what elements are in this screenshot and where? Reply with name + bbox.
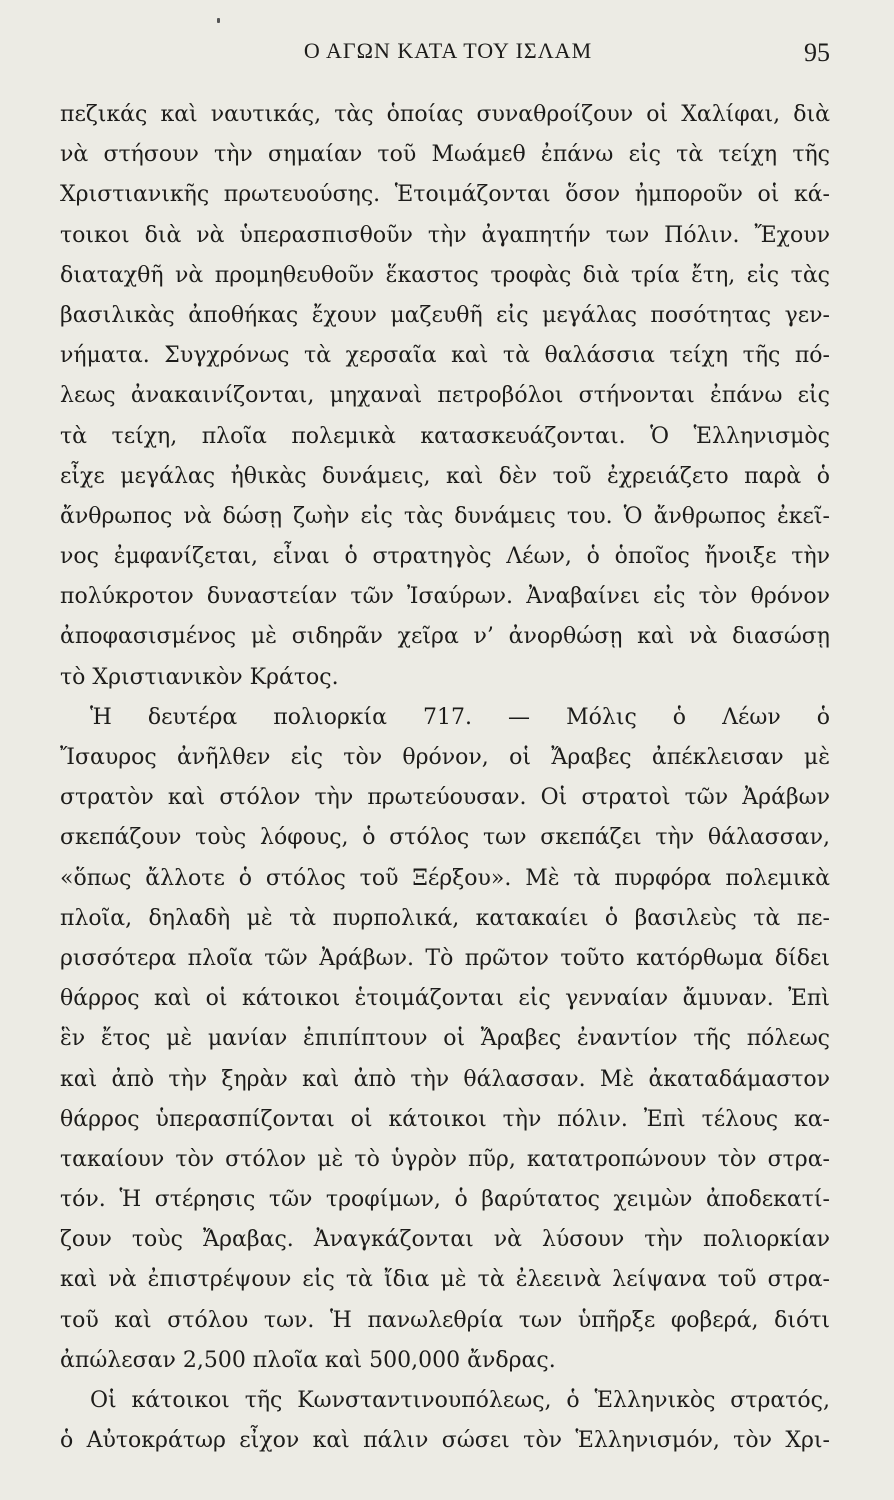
text-line: Ἴσαυρος ἀνῆλθεν εἰς τὸν θρόνον, οἱ Ἄραβες ἀπέκλεισαν μὲ [60, 745, 830, 770]
text-line: ἀποφασισμένος μὲ σιδηρᾶν χεῖρα ν’ ἀνορθώσῃ καὶ νὰ διασώσῃ [60, 624, 830, 650]
text-line: τακαίουν τὸν στόλον μὲ τὸ ὑγρὸν πῦρ, κατατροπώνουν τὸν στρα- [60, 1146, 830, 1172]
text-line: ρισσότερα πλοῖα τῶν Ἀράβων. Τὸ πρῶτον τοῦτο κατόρθωμα δίδει [60, 945, 830, 971]
text-line: Χριστιανικῆς πρωτευούσης. Ἑτοιμάζονται ὅσον ἠμποροῦν οἱ κά- [60, 182, 830, 208]
text-line: νὰ στήσουν τὴν σημαίαν τοῦ Μωάμεθ ἐπάνω εἰς τὰ τείχη τῆς [60, 142, 830, 168]
paragraph-end-line: τὸ Χριστιανικὸν Κράτος. [60, 664, 339, 690]
text-line: λεως ἀνακαινίζονται, μηχαναὶ πετροβόλοι στήνονται ἐπάνω εἰς [60, 383, 830, 409]
text-line: ζουν τοὺς Ἄραβας. Ἀναγκάζονται νὰ λύσουν τὴν πολιορκίαν [60, 1227, 830, 1253]
text-line: τοῦ καὶ στόλου των. Ἡ πανωλεθρία των ὑπῆρξε φοβερά, διότι [60, 1307, 830, 1333]
text-line: στρατὸν καὶ στόλον τὴν πρωτεύουσαν. Οἱ στρατοὶ τῶν Ἀράβων [60, 785, 830, 811]
section-heading-line: Ἡ δευτέρα πολιορκία 717. — Μόλις ὁ Λέων ὁ [90, 704, 830, 730]
text-line: ἄνθρωπος νὰ δώσῃ ζωὴν εἰς τὰς δυνάμεις του. Ὁ ἄνθρωπος ἐκεῖ- [60, 503, 830, 529]
page-number: 95 [804, 38, 830, 67]
text-line: θάρρος ὑπερασπίζονται οἱ κάτοικοι τὴν πόλιν. Ἐπὶ τέλους κα- [60, 1106, 830, 1132]
text-line: νος ἐμφανίζεται, εἶναι ὁ στρατηγὸς Λέων, ὁ ὁποῖος ἤνοιξε τὴν [60, 544, 830, 570]
text-line: διαταχθῆ νὰ προμηθευθοῦν ἕκαστος τροφὰς διὰ τρία ἔτη, εἰς τὰς [60, 262, 830, 288]
page-header [66, 38, 830, 74]
text-line: πλοῖα, δηλαδὴ μὲ τὰ πυρπολικά, κατακαίει ὁ βασιλεὺς τὰ πε- [60, 905, 830, 931]
text-line: ὁ Αὐτοκράτωρ εἶχον καὶ πάλιν σώσει τὸν Ἑλληνισμόν, τὸν Χρι- [60, 1428, 830, 1454]
text-line: πολύκροτον δυναστείαν τῶν Ἰσαύρων. Ἀναβαίνει εἰς τὸν θρόνον [60, 584, 830, 610]
text-line: εἶχε μεγάλας ἠθικὰς δυνάμεις, καὶ δὲν τοῦ ἐχρειάζετο παρὰ ὁ [60, 463, 830, 489]
text-line: βασιλικὰς ἀποθήκας ἔχουν μαζευθῆ εἰς μεγάλας ποσότητας γεν- [60, 302, 830, 328]
text-line: ἓν ἔτος μὲ μανίαν ἐπιπίπτουν οἱ Ἄραβες ἐναντίον τῆς πόλεως [60, 1026, 830, 1052]
text-line: πεζικάς καὶ ναυτικάς, τὰς ὁποίας συναθροίζουν οἱ Χαλίφαι, διὰ [60, 102, 830, 127]
text-line: τόν. Ἡ στέρησις τῶν τροφίμων, ὁ βαρύτατος χειμὼν ἀποδεκατί- [60, 1187, 830, 1213]
text-line: τὰ τείχη, πλοῖα πολεμικὰ κατασκευάζονται. Ὁ Ἑλληνισμὸς [60, 423, 830, 449]
paragraph-start-line: Οἱ κάτοικοι τῆς Κωνσταντινουπόλεως, ὁ Ἑλληνικὸς στρατός, [90, 1388, 830, 1413]
text-line: τοικοι διὰ νὰ ὑπερασπισθοῦν τὴν ἀγαπητήν των Πόλιν. Ἔχουν [60, 222, 830, 248]
text-line: «ὅπως ἄλλοτε ὁ στόλος τοῦ Ξέρξου». Μὲ τὰ πυρφόρα πολεμικὰ [60, 865, 830, 891]
body-text [60, 95, 830, 1461]
paragraph-end-line: ἀπώλεσαν 2,500 πλοῖα καὶ 500,000 ἄνδρας. [60, 1347, 556, 1373]
ink-speck [217, 18, 220, 23]
text-line: καὶ νὰ ἐπιστρέψουν εἰς τὰ ἴδια μὲ τὰ ἐλεεινὰ λείψανα τοῦ στρα- [60, 1267, 830, 1293]
text-line: νήματα. Συγχρόνως τὰ χερσαῖα καὶ τὰ θαλάσσια τείχη τῆς πό- [60, 343, 830, 369]
text-line: θάρρος καὶ οἱ κάτοικοι ἑτοιμάζονται εἰς γενναίαν ἄμυναν. Ἐπὶ [60, 986, 830, 1012]
text-line: σκεπάζουν τοὺς λόφους, ὁ στόλος των σκεπάζει τὴν θάλασσαν, [60, 825, 830, 851]
text-line: καὶ ἀπὸ τὴν ξηρὰν καὶ ἀπὸ τὴν θάλασσαν. Μὲ ἀκαταδάμαστον [60, 1066, 830, 1092]
running-title: Ο ΑΓΩΝ ΚΑΤΑ ΤΟΥ ΙΣΛΑΜ [303, 38, 593, 63]
